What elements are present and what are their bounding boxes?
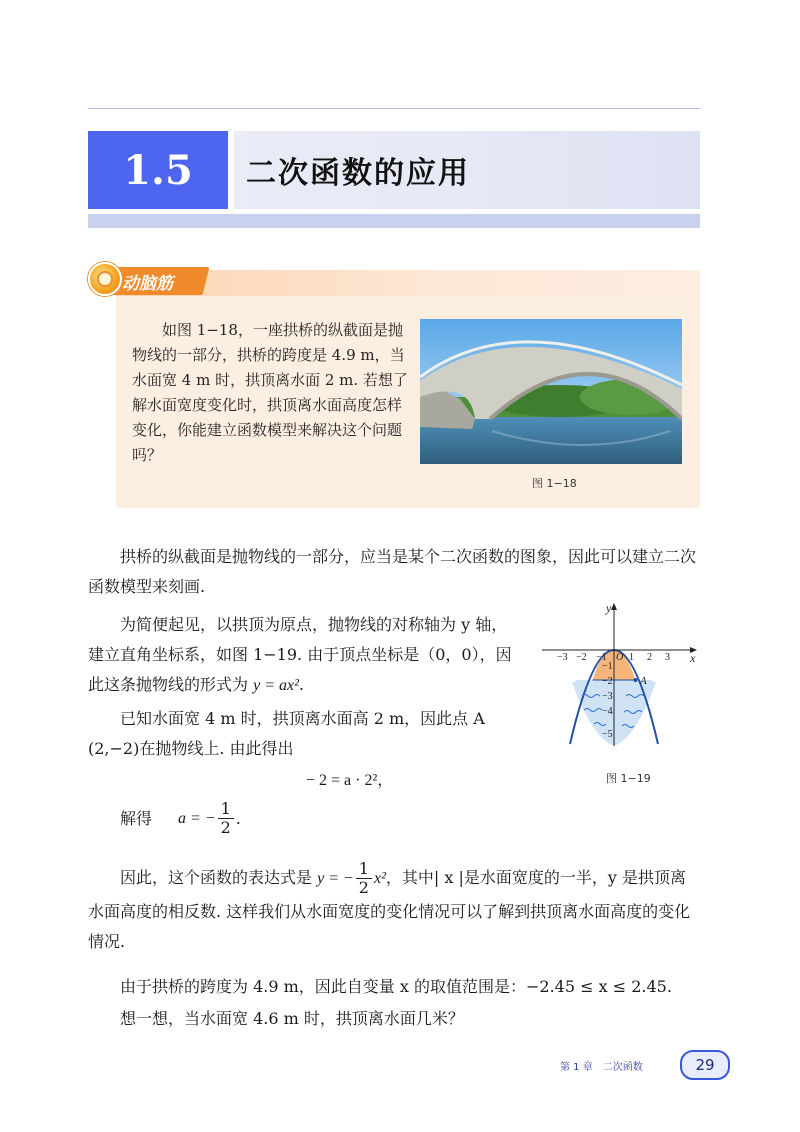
solve-numerator: 1 — [218, 800, 234, 819]
paragraph-4-text: 因此，这个函数的表达式是 — [120, 868, 318, 887]
paragraph-1: 拱桥的纵截面是抛物线的一部分，应当是某个二次函数的图象，因此可以建立二次函数模型来刻画. — [88, 547, 697, 596]
paragraph-6: 想一想，当水面宽 4.6 m 时，拱顶离水面几米？ — [120, 1009, 464, 1028]
paragraph-4 — [88, 860, 700, 957]
expr-fraction — [356, 860, 372, 897]
gear-icon-center — [97, 271, 113, 287]
think-label: 动脑筋 — [122, 273, 173, 294]
solve-fraction — [218, 800, 234, 837]
x-tick-label: 2 — [647, 652, 652, 663]
x-tick-label: −3 — [557, 652, 568, 663]
solve-label: 解得 — [120, 808, 153, 828]
y-tick-label: −4 — [602, 706, 613, 717]
banner-strip — [88, 214, 700, 228]
x-tick-label: −1 — [596, 652, 607, 663]
point-a-label: A — [640, 675, 647, 687]
banner-divider — [228, 131, 234, 209]
solve-denominator: 2 — [220, 818, 231, 837]
x-axis-label: x — [690, 651, 696, 665]
x-tick-label: 3 — [665, 652, 670, 663]
paragraph-3: 已知水面宽 4 m 时，拱顶离水面高 2 m，因此点 A (2,−2)在抛物线上. 由此得出 — [88, 709, 485, 758]
expr-lhs: y = − — [317, 870, 354, 887]
origin-label: O — [616, 652, 624, 663]
parabola-graph — [540, 596, 710, 752]
figure-caption-1-19: 图 1−19 — [606, 772, 651, 785]
paragraph-4-rest: ，其中| x |是水面宽度的一半，y 是拱顶离水面高度的相反数. 这样我们从水面宽度的变化情况可以了解到拱顶离水面高度的变化情况. — [88, 868, 691, 951]
y-axis-label: y — [606, 601, 612, 615]
chapter-footer: 第 1 章 二次函数 — [560, 1062, 643, 1073]
bridge-photo — [420, 319, 682, 464]
expr-numerator: 1 — [356, 860, 372, 879]
section-number: 1.5 — [88, 131, 228, 209]
expr-var: x² — [373, 870, 386, 887]
expr-denominator: 2 — [358, 878, 369, 897]
figure-caption-1-18: 图 1−18 — [532, 477, 577, 490]
paragraph-5: 由于拱桥的跨度为 4.9 m，因此自变量 x 的取值范围是：−2.45 ≤ x ≤ 2.45. — [120, 977, 672, 996]
page-number: 29 — [680, 1050, 730, 1080]
y-axis-arrow — [611, 603, 617, 610]
x-tick-label: −2 — [576, 652, 587, 663]
solve-line — [120, 800, 420, 837]
y-tick-label: −3 — [602, 691, 613, 702]
solve-end: . — [235, 808, 241, 828]
y-tick-label: −1 — [602, 661, 613, 672]
paragraph-2-text: 为简便起见，以拱顶为原点，抛物线的对称轴为 y 轴，建立直角坐标系，如图 1−19. 由于顶点坐标是（0，0），因此这条抛物线的形式为 — [88, 615, 512, 694]
parabola-form: y = ax² — [253, 677, 299, 694]
point-a — [634, 678, 638, 682]
equation-1: − 2 = a · 2²， — [306, 772, 394, 789]
think-text: 如图 1−18，一座拱桥的纵截面是抛物线的一部分，拱桥的跨度是 4.9 m，当水面宽 4 m 时，拱顶离水面 2 m. 若想了解水面宽度变化时，拱顶离水面高度怎样变化，你能建立函数模型来解决这个问题吗？ — [132, 321, 408, 464]
x-tick-label: 1 — [629, 652, 634, 663]
y-tick-label: −2 — [602, 676, 613, 687]
paragraph-2 — [88, 610, 520, 701]
y-tick-label: −5 — [602, 729, 613, 740]
section-title: 二次函数的应用 — [246, 156, 470, 191]
header-rule — [88, 108, 700, 109]
bridge-illustration — [420, 319, 682, 464]
solve-lhs: a = − — [178, 809, 216, 827]
paragraph-2-end: . — [298, 675, 304, 694]
